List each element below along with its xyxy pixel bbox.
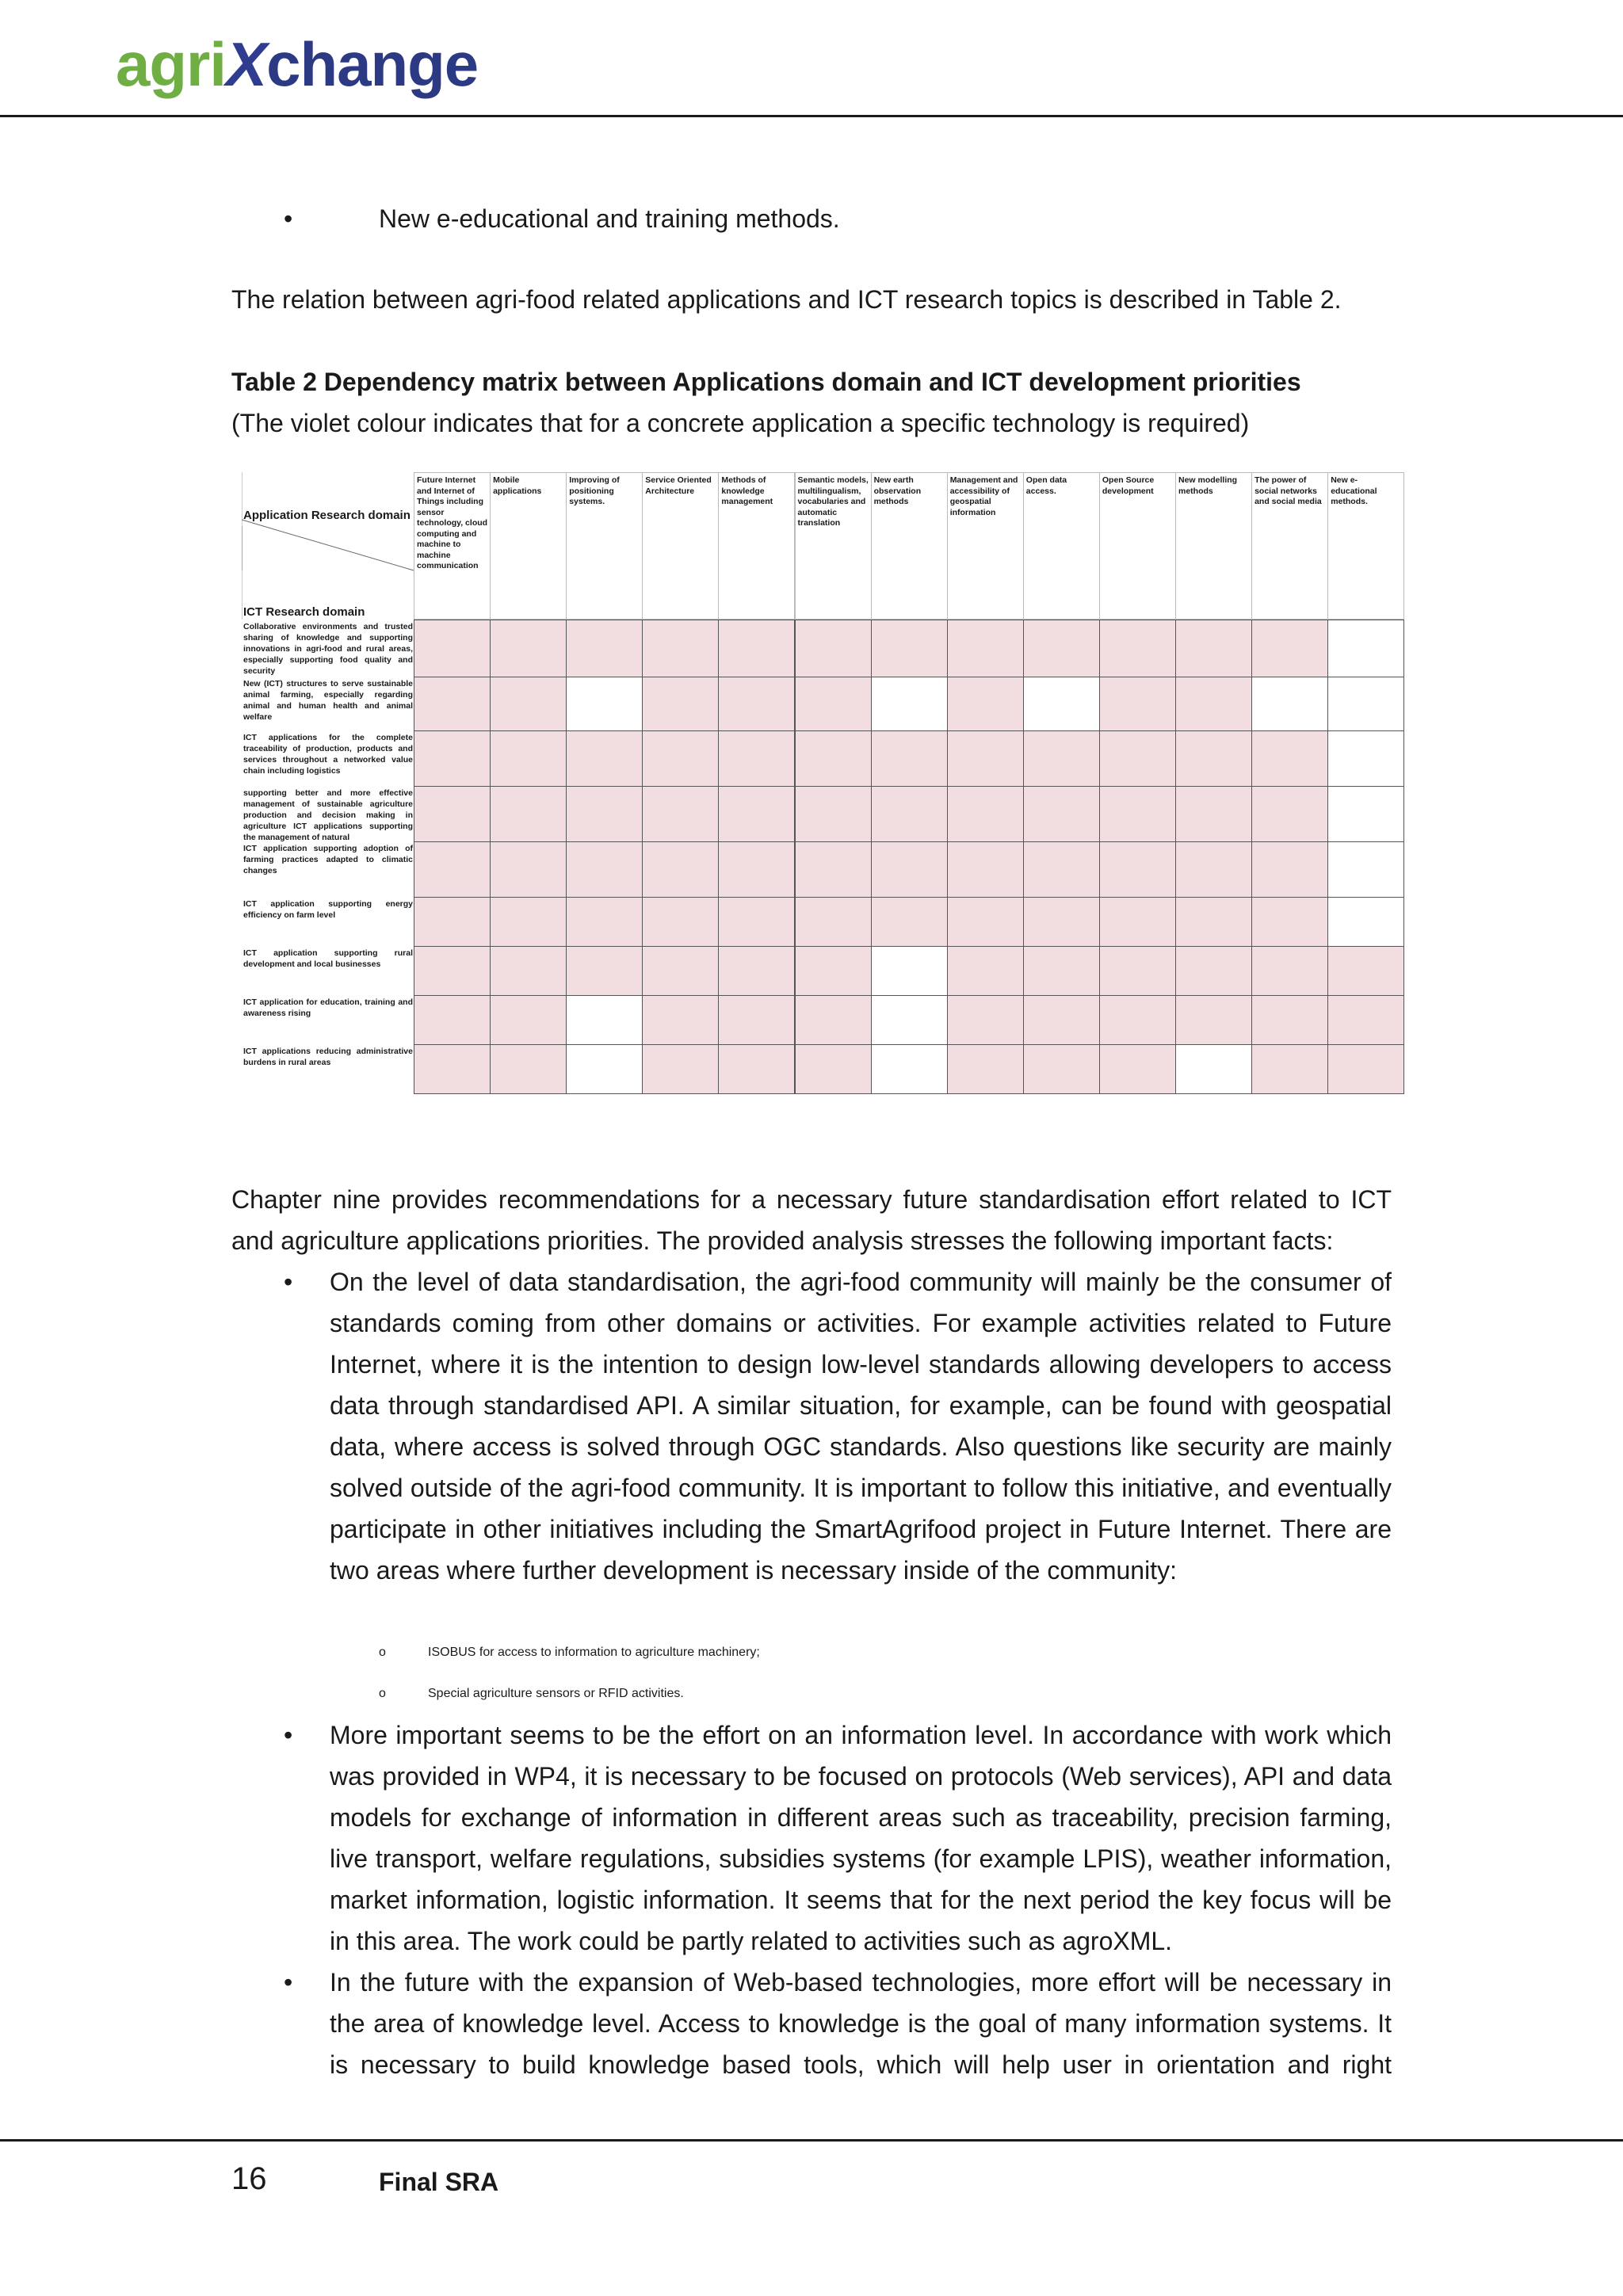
- application-domain-label: Application Research domain: [243, 509, 411, 522]
- matrix-cell-required: [871, 841, 948, 898]
- sub-bullet-marker: o: [379, 1646, 386, 1659]
- bullet-information-level: More important seems to be the effort on an information level. In accordance with work which was provided in WP4, it is necessary to be focused on protocols (Web services), API and data models for exchange of information in different areas such as traceability, precision farming, live transport, welfare regulations, subsidies systems (for example LPIS), weather information, market information, logistic information. It seems that for the next period the key focus will be in this area. The work could be partly related to activities such as agroXML.: [330, 1721, 1392, 1955]
- intro-bullet-text: New e-educational and training methods.: [379, 204, 840, 233]
- matrix-cell-required: [1023, 786, 1100, 842]
- matrix-cell-empty: [1327, 620, 1404, 677]
- matrix-cell-required: [1327, 946, 1404, 996]
- matrix-cell-required: [795, 677, 872, 731]
- matrix-cell-required: [1175, 995, 1252, 1045]
- matrix-column-label: The power of social networks and social media: [1254, 475, 1322, 506]
- matrix-cell-required: [795, 786, 872, 842]
- matrix-column-label: New e-educational methods.: [1331, 475, 1377, 506]
- matrix-cell-required: [490, 841, 567, 898]
- matrix-cell-required: [490, 786, 567, 842]
- matrix-cell-required: [718, 730, 795, 787]
- matrix-column-label: Open Source development: [1102, 475, 1155, 496]
- bullet-marker: •: [284, 1268, 293, 1296]
- page-number: 16: [231, 2161, 267, 2196]
- logo-x: X: [226, 29, 267, 99]
- logo-change: change: [266, 29, 479, 99]
- matrix-cell-required: [718, 1044, 795, 1094]
- matrix-cell-required: [795, 946, 872, 996]
- matrix-cell-required: [1099, 620, 1176, 677]
- matrix-cell-empty: [1175, 1044, 1252, 1094]
- bullet-knowledge-level: In the future with the expansion of Web-based technologies, more effort will be necessary in the area of knowledge level. Access to knowledge is the goal of many information systems. It is necessary to build knowledge based tools, which will help user in orientation and right: [330, 1968, 1392, 2079]
- bullet-marker: •: [284, 204, 293, 233]
- matrix-column-label: Mobile applications: [493, 475, 542, 496]
- matrix-cell-required: [1327, 1044, 1404, 1094]
- matrix-row-label: supporting better and more effective management of sustainable agriculture production and decision making in agriculture ICT applications supporting the management of natural: [243, 788, 413, 842]
- matrix-cell-required: [871, 786, 948, 842]
- matrix-cell-empty: [566, 677, 643, 731]
- matrix-cell-empty: [566, 1044, 643, 1094]
- matrix-cell-required: [490, 897, 567, 947]
- matrix-cell-required: [1099, 995, 1176, 1045]
- matrix-cell-required: [414, 841, 491, 898]
- matrix-cell-required: [795, 897, 872, 947]
- matrix-cell-required: [718, 841, 795, 898]
- matrix-cell-required: [1099, 677, 1176, 731]
- matrix-column-label: Future Internet and Internet of Things including sensor technology, cloud computing and machine to machine communication: [417, 475, 488, 570]
- matrix-cell-empty: [871, 677, 948, 731]
- matrix-row-label: ICT applications for the complete traceability of production, products and services throughout a networked value chain including logistics: [243, 733, 413, 776]
- matrix-cell-required: [871, 897, 948, 947]
- matrix-cell-required: [566, 730, 643, 787]
- matrix-cell-required: [642, 946, 719, 996]
- matrix-cell-empty: [1327, 730, 1404, 787]
- matrix-cell-empty: [1327, 677, 1404, 731]
- matrix-cell-required: [1175, 897, 1252, 947]
- matrix-cell-required: [795, 1044, 872, 1094]
- bullet-marker: •: [284, 1968, 293, 1997]
- matrix-cell-required: [1175, 730, 1252, 787]
- matrix-cell-empty: [871, 995, 948, 1045]
- matrix-cell-required: [642, 995, 719, 1045]
- header-divider: [0, 115, 1623, 117]
- matrix-cell-required: [795, 841, 872, 898]
- matrix-cell-required: [947, 841, 1024, 898]
- matrix-cell-empty: [1327, 786, 1404, 842]
- matrix-cell-required: [1251, 897, 1328, 947]
- matrix-cell-required: [947, 1044, 1024, 1094]
- matrix-row-label: ICT application for education, training and awareness rising: [243, 997, 413, 1018]
- matrix-cell-required: [566, 841, 643, 898]
- matrix-cell-required: [1099, 730, 1176, 787]
- matrix-cell-required: [490, 677, 567, 731]
- matrix-cell-required: [1251, 995, 1328, 1045]
- matrix-cell-required: [414, 995, 491, 1045]
- agrixchange-logo: [116, 29, 479, 99]
- matrix-cell-required: [490, 620, 567, 677]
- sub-bullet-sensors: Special agriculture sensors or RFID activities.: [428, 1687, 684, 1700]
- table-caption-title: Table 2 Dependency matrix between Applications domain and ICT development priorities: [231, 368, 1301, 396]
- matrix-cell-required: [414, 897, 491, 947]
- matrix-cell-required: [642, 1044, 719, 1094]
- matrix-column-label: Service Oriented Architecture: [645, 475, 712, 496]
- matrix-cell-required: [490, 730, 567, 787]
- matrix-cell-required: [566, 946, 643, 996]
- ict-domain-label: ICT Research domain: [243, 605, 365, 619]
- footer-divider: [0, 2139, 1623, 2142]
- matrix-cell-required: [1251, 1044, 1328, 1094]
- bullet-data-standardisation: On the level of data standardisation, the agri-food community will mainly be the consumer of standards coming from other domains or activities. For example activities related to Future Internet, where it is the intention to design low-level standards allowing developers to access data through standardised API. A similar situation, for example, can be found with geospatial data, where access is solved through OGC standards. Also questions like security are mainly solved outside of the agri-food community. It is important to follow this initiative, and eventually participate in other initiatives including the SmartAgrifood project in Future Internet. There are two areas where further development is necessary inside of the community:: [330, 1268, 1392, 1585]
- matrix-cell-required: [490, 1044, 567, 1094]
- matrix-cell-required: [642, 786, 719, 842]
- matrix-cell-required: [566, 897, 643, 947]
- page-header: [0, 0, 1623, 117]
- matrix-cell-required: [1175, 841, 1252, 898]
- footer-title: Final SRA: [379, 2168, 499, 2196]
- matrix-cell-required: [1023, 620, 1100, 677]
- matrix-cell-required: [718, 620, 795, 677]
- matrix-row-label: Collaborative environments and trusted sharing of knowledge and supporting innovations in agri-food and rural areas, especially supporting food quality and security: [243, 622, 413, 676]
- matrix-cell-required: [1175, 786, 1252, 842]
- matrix-cell-required: [1099, 1044, 1176, 1094]
- chapter-paragraph: Chapter nine provides recommendations for a necessary future standardisation effort related to ICT and agriculture applications priorities. The provided analysis stresses the following important facts:: [231, 1185, 1392, 1255]
- matrix-cell-required: [871, 730, 948, 787]
- matrix-cell-required: [1175, 620, 1252, 677]
- matrix-cell-required: [947, 897, 1024, 947]
- logo-agri: agri: [116, 29, 227, 99]
- matrix-row-label: ICT application supporting adoption of farming practices adapted to climatic changes: [243, 844, 413, 875]
- matrix-cell-required: [414, 620, 491, 677]
- dependency-matrix: [242, 472, 1403, 1093]
- matrix-cell-required: [947, 677, 1024, 731]
- matrix-column-label: New earth observation methods: [873, 475, 922, 506]
- matrix-cell-required: [1251, 786, 1328, 842]
- matrix-cell-empty: [1327, 897, 1404, 947]
- matrix-cell-required: [1099, 841, 1176, 898]
- matrix-cell-required: [1023, 897, 1100, 947]
- matrix-cell-required: [1099, 897, 1176, 947]
- matrix-cell-required: [718, 897, 795, 947]
- matrix-cell-required: [1175, 946, 1252, 996]
- matrix-cell-required: [490, 995, 567, 1045]
- matrix-cell-required: [1099, 786, 1176, 842]
- matrix-cell-required: [718, 995, 795, 1045]
- matrix-cell-empty: [1251, 677, 1328, 731]
- matrix-cell-required: [1251, 730, 1328, 787]
- matrix-cell-required: [871, 620, 948, 677]
- matrix-cell-required: [1251, 620, 1328, 677]
- matrix-cell-required: [1023, 841, 1100, 898]
- matrix-row-label: New (ICT) structures to serve sustainable animal farming, especially regarding animal and human health and animal welfare: [243, 679, 413, 722]
- matrix-column-label: Semantic models, multilingualism, vocabularies and automatic translation: [797, 475, 869, 528]
- matrix-cell-required: [718, 677, 795, 731]
- matrix-column-label: Improving of positioning systems.: [569, 475, 620, 506]
- matrix-cell-required: [1023, 946, 1100, 996]
- matrix-column-label: Management and accessibility of geospatial information: [949, 475, 1018, 517]
- matrix-cell-required: [642, 730, 719, 787]
- matrix-cell-empty: [1023, 677, 1100, 731]
- matrix-cell-required: [566, 786, 643, 842]
- matrix-cell-required: [795, 995, 872, 1045]
- matrix-cell-required: [795, 730, 872, 787]
- matrix-cell-required: [642, 841, 719, 898]
- matrix-cell-required: [1023, 730, 1100, 787]
- matrix-cell-required: [1327, 995, 1404, 1045]
- matrix-cell-empty: [566, 995, 643, 1045]
- matrix-cell-required: [642, 677, 719, 731]
- matrix-cell-required: [642, 897, 719, 947]
- matrix-cell-required: [947, 786, 1024, 842]
- matrix-cell-required: [566, 620, 643, 677]
- matrix-cell-empty: [1327, 841, 1404, 898]
- matrix-row-label: ICT application supporting energy efficiency on farm level: [243, 899, 413, 920]
- matrix-cell-required: [490, 946, 567, 996]
- matrix-cell-required: [414, 786, 491, 842]
- sub-bullet-isobus: ISOBUS for access to information to agriculture machinery;: [428, 1646, 760, 1659]
- matrix-column-label: New modelling methods: [1178, 475, 1238, 496]
- matrix-cell-empty: [871, 946, 948, 996]
- matrix-cell-required: [947, 730, 1024, 787]
- matrix-cell-required: [718, 786, 795, 842]
- table-caption-subtitle: (The violet colour indicates that for a concrete application a specific technology is required): [231, 409, 1250, 437]
- sub-bullet-marker: o: [379, 1687, 386, 1700]
- matrix-cell-required: [414, 677, 491, 731]
- matrix-cell-required: [414, 1044, 491, 1094]
- matrix-cell-empty: [871, 1044, 948, 1094]
- matrix-cell-required: [795, 620, 872, 677]
- matrix-cell-required: [947, 946, 1024, 996]
- matrix-cell-required: [718, 946, 795, 996]
- matrix-cell-required: [1023, 995, 1100, 1045]
- matrix-cell-required: [1251, 841, 1328, 898]
- matrix-cell-required: [1023, 1044, 1100, 1094]
- matrix-cell-required: [414, 730, 491, 787]
- matrix-column-label: Open data access.: [1025, 475, 1067, 496]
- matrix-cell-required: [414, 946, 491, 996]
- bullet-marker: •: [284, 1721, 293, 1749]
- relation-paragraph: The relation between agri-food related applications and ICT research topics is described in Table 2.: [231, 285, 1342, 314]
- matrix-corner-diagonal: [242, 472, 414, 620]
- matrix-cell-required: [1251, 946, 1328, 996]
- matrix-cell-required: [642, 620, 719, 677]
- matrix-row-label: ICT applications reducing administrative burdens in rural areas: [243, 1047, 413, 1067]
- matrix-cell-required: [1099, 946, 1176, 996]
- matrix-row-label: ICT application supporting rural development and local businesses: [243, 948, 413, 969]
- matrix-cell-required: [947, 620, 1024, 677]
- matrix-cell-required: [1175, 677, 1252, 731]
- matrix-column-label: Methods of knowledge management: [721, 475, 773, 506]
- matrix-cell-required: [947, 995, 1024, 1045]
